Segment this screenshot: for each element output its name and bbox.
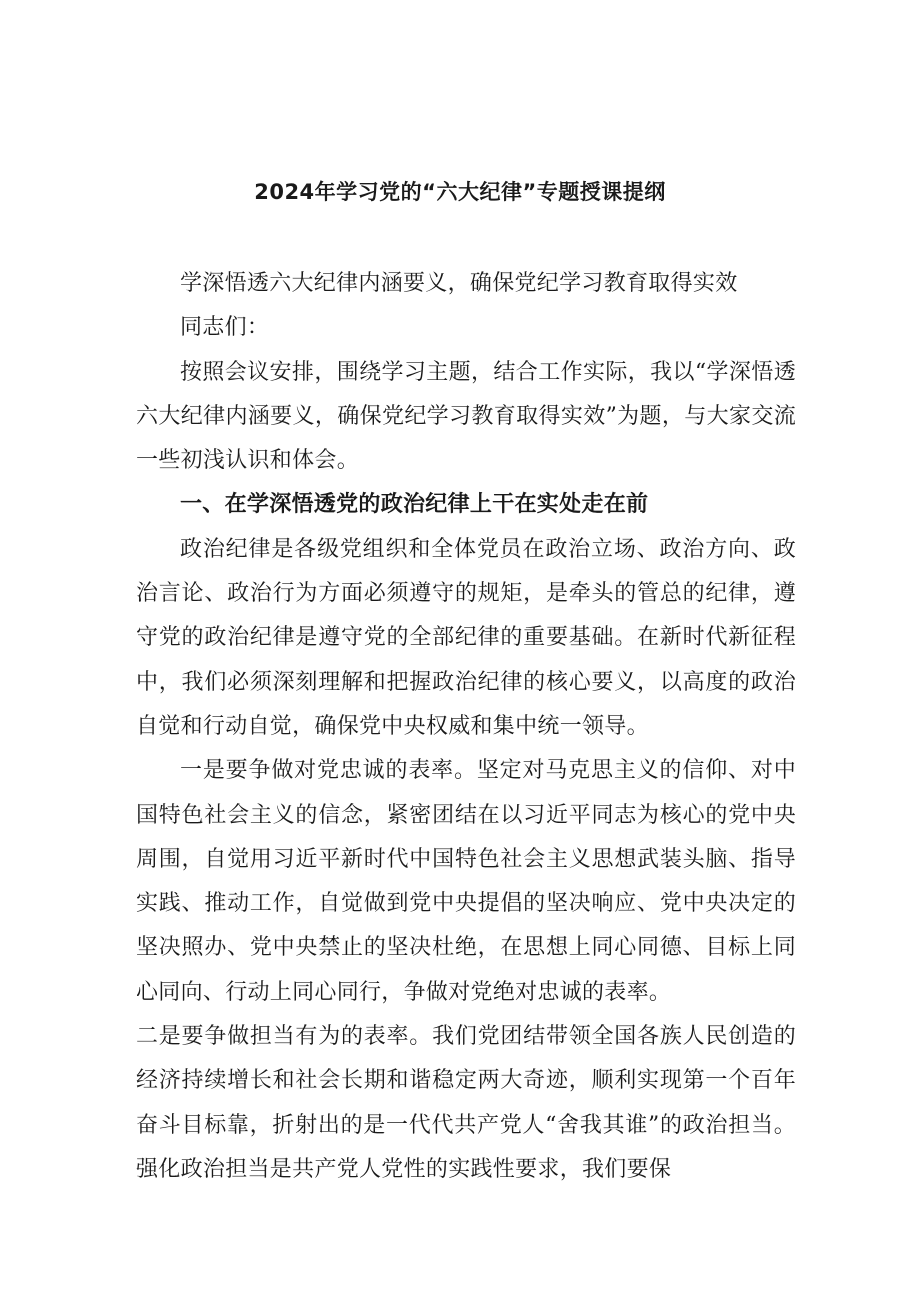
intro-paragraph: 按照会议安排，围绕学习主题，结合工作实际，我以“学深悟透六大纪律内涵要义，确保党纪学习教育取得实效”为题，与大家交流一些初浅认识和体会。 <box>136 359 796 474</box>
paragraph-loyalty: 一是要争做对党忠诚的表率。坚定对马克思主义的信仰、对中国特色社会主义的信念，紧密团结在以习近平同志为核心的党中央周围，自觉用习近平新时代中国特色社会主义思想武装头脑、指导实践、推动工作，自觉做到党中央提倡的坚决响应、党中央决定的坚决照办、党中央禁止的坚决杜绝，在思想上同心同德、目标上同心同向、行动上同心同行，争做对党绝对忠诚的表率。 <box>136 758 796 1005</box>
section-heading: 一、在学深悟透党的政治纪律上干在实处走在前 <box>180 492 649 518</box>
document-body <box>136 262 796 1192</box>
paragraph-responsibility: 二是要争做担当有为的表率。我们党团结带领全国各族人民创造的经济持续增长和社会长期和谐稳定两大奇迹，顺利实现第一个百年奋斗目标靠，折射出的是一代代共产党人“舍我其谁”的政治担当。强化政治担当是共产党人党性的实践性要求，我们要保 <box>136 1024 796 1182</box>
paragraph-political-discipline: 政治纪律是各级党组织和全体党员在政治立场、政治方向、政治言论、政治行为方面必须遵守的规矩，是牵头的管总的纪律，遵守党的政治纪律是遵守党的全部纪律的重要基础。在新时代新征程中，我们必须深刻理解和把握政治纪律的核心要义，以高度的政治自觉和行动自觉，确保党中央权威和集中统一领导。 <box>136 536 796 739</box>
document-subtitle: 学深悟透六大纪律内涵要义，确保党纪学习教育取得实效 <box>180 271 738 296</box>
document-title: 2024年学习党的“六大纪律”专题授课提纲 <box>254 180 666 204</box>
salutation: 同志们： <box>180 315 270 341</box>
